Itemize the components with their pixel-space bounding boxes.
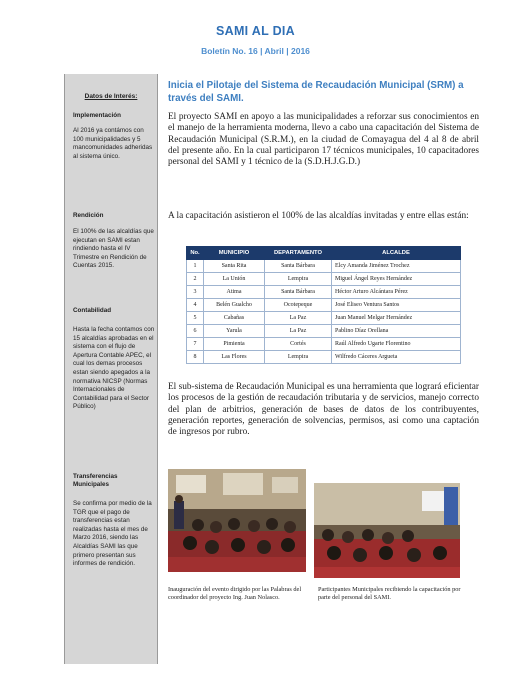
table-cell: 1: [187, 260, 204, 273]
table-cell: 7: [187, 338, 204, 351]
photo-caption-training: Participantes Municipales recibiendo la capacitación por parte del personal del SAMI.: [318, 586, 461, 602]
table-cell: 5: [187, 312, 204, 325]
table-cell: José Eliseo Ventura Santos: [332, 299, 461, 312]
sidebar-section-text-transferencias: Se confirma por medio de la TGR que el pago de transferencias estan realizadas hasta el mes de Marzo 2016, siendo las Alcaldías SAMI las que primero presentan sus informes de rendición.: [73, 500, 152, 568]
table-cell: Cortés: [265, 338, 332, 351]
table-cell: Pablino Díaz Orellana: [332, 325, 461, 338]
table-cell: Miguel Ángel Reyes Hernández: [332, 273, 461, 286]
table-cell: La Paz: [265, 312, 332, 325]
table-row: [187, 312, 461, 325]
table-cell: Ocotepeque: [265, 299, 332, 312]
table-cell: Pimienta: [204, 338, 265, 351]
table-row: [187, 260, 461, 273]
table-header-row: [187, 247, 461, 260]
sidebar-section-text-implementacion: Al 2016 ya contámos con 100 municipalidades y 5 mancomunidades adheridas al sistema único.: [73, 127, 153, 160]
photo-caption-inauguration: Inauguración del evento dirigido por las Palabras del coordinador del proyecto Ing. Juan Nolasco.: [168, 586, 302, 602]
table-cell: Héctor Arturo Alcántara Pérez: [332, 286, 461, 299]
table-cell: Cabañas: [204, 312, 265, 325]
table-cell: Yarula: [204, 325, 265, 338]
sidebar-section-title-contabilidad: Contabilidad: [73, 307, 112, 314]
table-cell: 2: [187, 273, 204, 286]
table-cell: Las Flores: [204, 351, 265, 364]
table-header-departamento: DEPARTAMENTO: [265, 247, 332, 260]
table-header-municipio: MUNICIPIO: [204, 247, 265, 260]
table-cell: 6: [187, 325, 204, 338]
table-cell: La Paz: [265, 325, 332, 338]
table-row: [187, 273, 461, 286]
municipalities-table: [186, 246, 461, 364]
table-cell: Santa Bárbara: [265, 260, 332, 273]
sidebar-section-text-rendicion: El 100% de las alcaldías que ejecutan en SAMI estan rindiendo hasta el IV Trimestre en Rendición de Cuentas 2015.: [73, 228, 154, 270]
table-cell: Lempira: [265, 273, 332, 286]
table-cell: Santa Rita: [204, 260, 265, 273]
article-paragraph-3: El sub-sistema de Recaudación Municipal es una herramienta que logrará eficientar los procesos de la gestión de recaudación tributaria y de servicios, manejo correcto del plan de arbitrios, generación de bases de datos de los contribuyentes, generación reportes, generación de solvencias, permisos, asi como una captación de ingresos por rubro.: [168, 382, 479, 438]
newsletter-issue: Boletín No. 16 | Abril | 2016: [201, 46, 310, 56]
sidebar-section-title-transferencias: Transferencias Municipales: [73, 473, 118, 488]
table-cell: Lempira: [265, 351, 332, 364]
event-inauguration-photo: [168, 469, 306, 572]
article-paragraph-2: A la capacitación asistieron el 100% de las alcaldías invitadas y entre ellas están:: [168, 211, 469, 221]
table-row: [187, 299, 461, 312]
table-header-alcalde: ALCALDE: [332, 247, 461, 260]
table-cell: 3: [187, 286, 204, 299]
sidebar-section-title-rendicion: Rendición: [73, 212, 104, 219]
table-cell: Atima: [204, 286, 265, 299]
table-cell: Raúl Alfredo Ugarte Florentino: [332, 338, 461, 351]
table-header-no: No.: [187, 247, 204, 260]
article-paragraph-1: El proyecto SAMI en apoyo a las municipalidades a reforzar sus conocimientos en el manejo de la herramienta moderna, llevo a cabo una capacitación del Sistema de Recaudación Municipal (S.R.M.), en la ciudad de Comayagua del 4 al 8 de abril del presente año. En la cual participaron 17 técnicos municipales, 10 capacitadores personal del SAMI y 1 técnico de la (S.D.H.J.G.D.): [168, 112, 479, 168]
table-cell: 8: [187, 351, 204, 364]
table-row: [187, 325, 461, 338]
table-row: [187, 338, 461, 351]
sidebar-section-text-contabilidad: Hasta la fecha contamos con 15 alcaldías aprobadas en el sistema con el flujo de Apertura Contable APEC, el cual los demas procesos estan siendo apegados a la normativa NICSP (Normas Internacionales de Contabilidad para el Sector Público): [73, 326, 155, 411]
article-title: Inicia el Pilotaje del Sistema de Recaudación Municipal (SRM) a través del SAMI.: [168, 80, 464, 104]
training-participants-photo: [314, 483, 460, 578]
table-cell: Elcy Amanda Jiménez Trochez: [332, 260, 461, 273]
table-cell: Wilfredo Cáceres Argueta: [332, 351, 461, 364]
sidebar-section-title-implementacion: Implementación: [73, 112, 121, 119]
sidebar-heading: Datos de Interés:: [84, 93, 138, 100]
table-cell: La Unión: [204, 273, 265, 286]
table-row: [187, 286, 461, 299]
sidebar: [64, 74, 158, 664]
table-row: [187, 351, 461, 364]
newsletter-title: SAMI AL DIA: [216, 24, 295, 38]
table-cell: 4: [187, 299, 204, 312]
table-cell: Juan Manuel Melgar Hernández: [332, 312, 461, 325]
table-cell: Santa Bárbara: [265, 286, 332, 299]
table-cell: Belén Gualcho: [204, 299, 265, 312]
